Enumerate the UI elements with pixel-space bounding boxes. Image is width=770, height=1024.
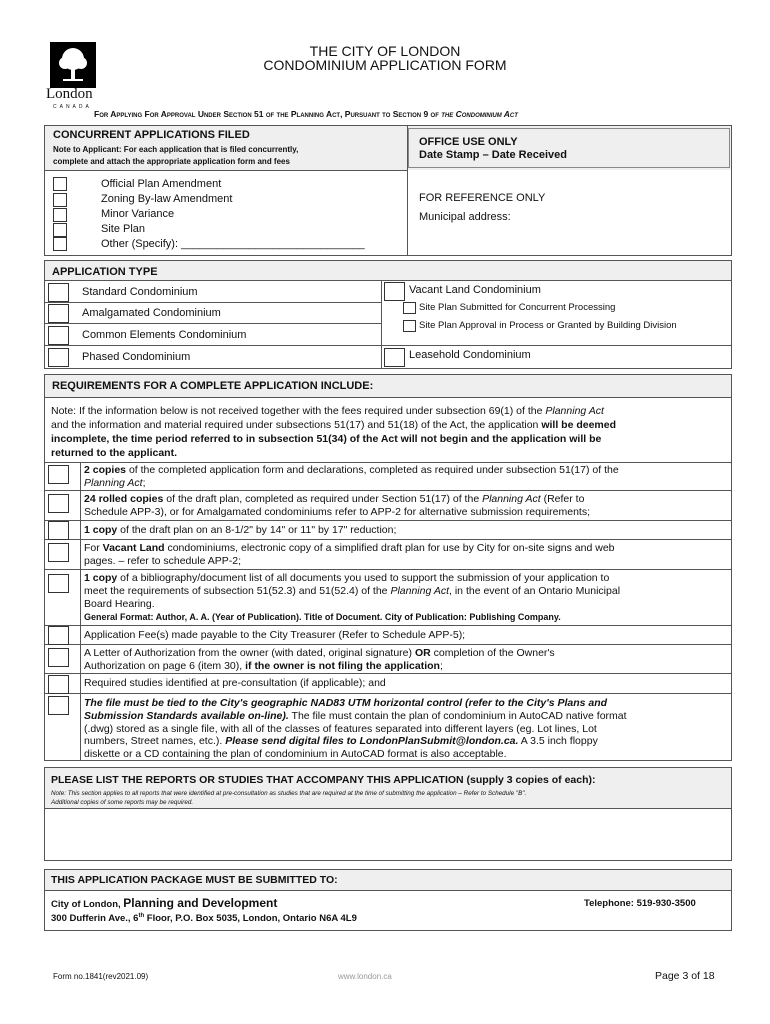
checkbox-req-8[interactable] xyxy=(48,675,69,694)
type-common-elements: Common Elements Condominium xyxy=(82,329,247,341)
office-subheading: Date Stamp – Date Received xyxy=(419,149,567,161)
checkbox-req-6[interactable] xyxy=(48,626,69,645)
reports-note-2: Additional copies of some reports may be required. xyxy=(51,799,194,806)
requirement-5: 1 copy of a bibliography/document list of all documents you used to support the submission of your application to meet the requirements of subsection 51(52.3) and 51(52.4) of the Planning Act, in the event of an Ontario Municipal Board Hearing. General Format: Author, A. A. (Year of Publication). Title of Document. City of Publication: Publishing Company. xyxy=(84,572,621,622)
requirements-heading: REQUIREMENTS FOR A COMPLETE APPLICATION INCLUDE: xyxy=(52,380,374,392)
type-phased: Phased Condominium xyxy=(82,351,191,363)
checkbox-req-2[interactable] xyxy=(48,494,69,513)
requirement-1: 2 copies of the completed application form and declarations, completed as required under subsection 51(17) of the Planning Act; xyxy=(84,464,619,489)
logo-sub: CANADA xyxy=(53,104,92,110)
office-heading: OFFICE USE ONLY xyxy=(419,136,518,148)
checkbox-leasehold[interactable] xyxy=(384,348,405,367)
submit-address: 300 Dufferin Ave., 6th Floor, P.O. Box 5035, London, Ontario N6A 4L9 xyxy=(51,913,357,925)
requirement-9: The file must be tied to the City's geographic NAD83 UTM horizontal control (refer to the City's Plans and Submission Standards available on-line). The file must contain the plan of condominium in AutoCAD native format (.dwg) stored as a single file, with all of the classes of features separated into different layers (eg. Lot lines, Lot numbers, Street names, etc.). Please send digital files to LondonPlanSubmit@london.ca. A 3.5 inch floppy diskette or a CD containing the plan of condominium in AutoCAD format is also acceptable. xyxy=(84,697,627,761)
title-line-1: THE CITY OF LONDON xyxy=(309,43,461,59)
form-number: Form no.1841(rev2021.09) xyxy=(53,972,149,981)
checkbox-site-plan-concurrent[interactable] xyxy=(403,302,416,314)
title-line-2: CONDOMINIUM APPLICATION FORM xyxy=(263,57,507,73)
form-subtitle: For Applying For Approval Under Section 51 of the Planning Act, Pursuant to Section 9 of the Condominium Act xyxy=(94,109,518,119)
checkbox-site-plan[interactable] xyxy=(53,223,67,237)
concurrent-item-official-plan: Official Plan Amendment xyxy=(101,178,222,190)
concurrent-item-zoning: Zoning By-law Amendment xyxy=(101,193,233,205)
checkbox-phased[interactable] xyxy=(48,348,69,367)
type-vacant-land: Vacant Land Condominium xyxy=(409,284,541,296)
checkbox-common-elements[interactable] xyxy=(48,326,69,345)
reports-list-input[interactable] xyxy=(45,809,731,860)
reports-note-1: Note: This section applies to all reports that were identified at pre-consultation as studies that are required at the time of submitting the application – Refer to Schedule "B". xyxy=(51,790,527,797)
requirement-2: 24 rolled copies of the draft plan, completed as required under Section 51(17) of the Planning Act (Refer to Schedule APP-3), or for Amalgamated condominiums refer to APP-2 for alternative submission requirements; xyxy=(84,493,590,518)
concurrent-note-1: Note to Applicant: For each application that is filed concurrently, xyxy=(53,145,299,154)
type-amalgamated: Amalgamated Condominium xyxy=(82,307,221,319)
reports-heading: PLEASE LIST THE REPORTS OR STUDIES THAT ACCOMPANY THIS APPLICATION (supply 3 copies of each): xyxy=(51,774,596,786)
checkbox-req-1[interactable] xyxy=(48,465,69,484)
type-standard: Standard Condominium xyxy=(82,286,198,298)
checkbox-standard[interactable] xyxy=(48,283,69,302)
checkbox-zoning[interactable] xyxy=(53,193,67,207)
submit-telephone: Telephone: 519-930-3500 xyxy=(584,898,696,909)
app-type-heading: APPLICATION TYPE xyxy=(52,266,158,278)
municipal-address-label: Municipal address: xyxy=(419,211,511,223)
concurrent-item-other[interactable]: Other (Specify): ______________________________ xyxy=(101,238,365,250)
submit-heading: THIS APPLICATION PACKAGE MUST BE SUBMITTED TO: xyxy=(51,874,338,886)
office-header-box xyxy=(408,128,730,168)
checkbox-site-plan-approval[interactable] xyxy=(403,320,416,332)
checkbox-minor-variance[interactable] xyxy=(53,208,67,222)
checkbox-req-7[interactable] xyxy=(48,648,69,667)
form-title xyxy=(0,44,770,72)
checkbox-amalgamated[interactable] xyxy=(48,304,69,323)
website-link[interactable]: www.london.ca xyxy=(338,972,392,981)
checkbox-req-9[interactable] xyxy=(48,696,69,715)
requirements-note: Note: If the information below is not received together with the fees required under subsection 69(1) of the Planning Act and the information and material required under subsections 51(17) and 51(18) of the Act, the application will be deemed incomplete, the time period referred to in subsection 51(34) of the Act will not begin and the application will be returned to the applicant. xyxy=(51,405,617,459)
concurrent-item-minor-variance: Minor Variance xyxy=(101,208,175,220)
checkbox-req-4[interactable] xyxy=(48,543,69,562)
concurrent-heading: CONCURRENT APPLICATIONS FILED xyxy=(53,129,250,141)
checkbox-req-3[interactable] xyxy=(48,521,69,540)
requirement-4: For Vacant Land condominiums, electronic copy of a simplified draft plan for use by City for on-site signs and web pages. – refer to schedule APP-2; xyxy=(84,542,615,567)
requirement-8: Required studies identified at pre-consultation (if applicable); and xyxy=(84,677,386,689)
checkbox-req-5[interactable] xyxy=(48,574,69,593)
submit-recipient: City of London, Planning and Development xyxy=(51,896,278,910)
logo-name: London xyxy=(46,86,93,102)
checkbox-official-plan[interactable] xyxy=(53,177,67,191)
concurrent-item-site-plan: Site Plan xyxy=(101,223,146,235)
requirement-6: Application Fee(s) made payable to the City Treasurer (Refer to Schedule APP-5); xyxy=(84,629,466,641)
checkbox-other[interactable] xyxy=(53,237,67,251)
concurrent-note-2: complete and attach the appropriate application form and fees xyxy=(53,157,290,166)
requirement-3: 1 copy of the draft plan on an 8-1/2" by 14" or 11" by 17" reduction; xyxy=(84,524,397,536)
type-leasehold: Leasehold Condominium xyxy=(409,349,531,361)
page-number: Page 3 of 18 xyxy=(655,970,715,982)
type-site-plan-concurrent: Site Plan Submitted for Concurrent Processing xyxy=(419,302,616,313)
reference-only: FOR REFERENCE ONLY xyxy=(419,192,546,204)
type-site-plan-approval: Site Plan Approval in Process or Granted by Building Division xyxy=(419,320,677,331)
checkbox-vacant-land[interactable] xyxy=(384,282,405,301)
requirement-7: A Letter of Authorization from the owner (with dated, original signature) OR completion of the Owner's Authorization on page 6 (item 30), if the owner is not filing the application; xyxy=(84,647,555,672)
